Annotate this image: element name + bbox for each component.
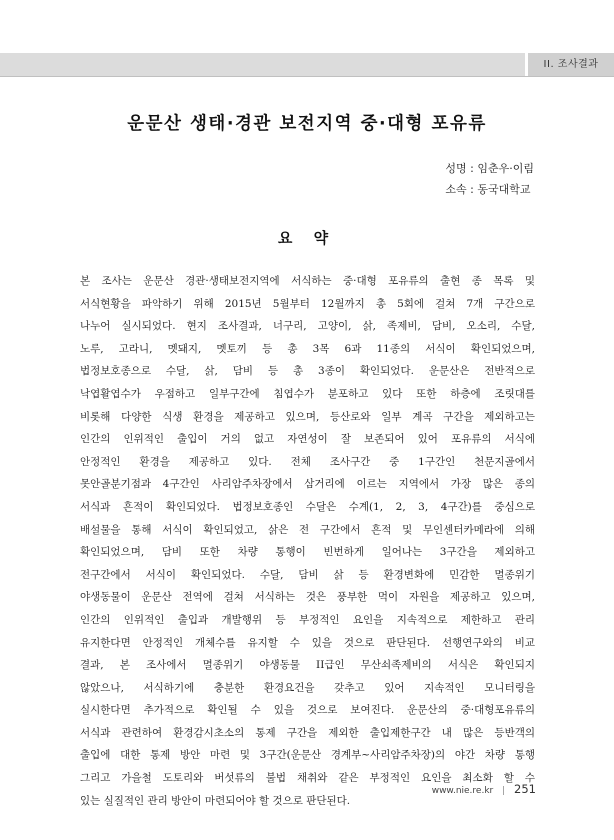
author-block bbox=[445, 158, 534, 200]
abstract-body bbox=[80, 270, 535, 812]
abstract-line: 않았으나, 서식하기에 충분한 환경요건을 갖추고 있어 지속적인 모니터링을 bbox=[80, 681, 535, 694]
abstract-line: 나누어 실시되었다. 현지 조사결과, 너구리, 고양이, 삵, 족제비, 담비, 오소리, 수달, bbox=[80, 320, 535, 333]
header-bar bbox=[0, 53, 614, 76]
abstract-line: 인간의 인위적인 출입이 거의 없고 자연성이 잘 보존되어 있어 포유류의 서식에 bbox=[80, 433, 535, 446]
abstract-line: 인간의 인위적인 출입과 개발행위 등 부정적인 요인을 지속적으로 제한하고 관리 bbox=[80, 613, 535, 626]
page-footer bbox=[432, 782, 536, 796]
page-title: 운문산 생태·경관 보전지역 중·대형 포유류 bbox=[127, 114, 487, 134]
section-label: II. 조사결과 bbox=[525, 53, 614, 76]
abstract-heading: 요 약 bbox=[277, 229, 337, 247]
abstract-line: 비롯해 다양한 식생 환경을 제공하고 있으며, 등산로와 일부 계곡 구간을 제외하고는 bbox=[80, 410, 535, 423]
abstract-line: 본 조사는 운문산 경관·생태보전지역에 서식하는 중·대형 포유류의 출현 종 목록 및 bbox=[80, 275, 535, 287]
footer-separator: | bbox=[502, 786, 506, 796]
abstract-line: 실시한다면 추가적으로 확인될 수 있을 것으로 보여진다. 운문산의 중·대형포유류의 bbox=[80, 704, 535, 717]
abstract-line: 유지한다면 안정적인 개체수를 유지할 수 있을 것으로 판단된다. 선행연구와의 비교 bbox=[80, 636, 535, 649]
abstract-line: 야생동물이 운문산 전역에 걸쳐 서식하는 것은 풍부한 먹이 자원을 제공하고 있으며, bbox=[80, 591, 535, 604]
abstract-line: 결과, 본 조사에서 멸종위기 야생동물 II급인 무산쇠족제비의 서식은 확인되지 bbox=[80, 659, 535, 672]
abstract-line: 있는 실질적인 관리 방안이 마련되어야 할 것으로 판단된다. bbox=[80, 794, 351, 807]
abstract-line: 그리고 가을철 도토리와 버섯류의 불법 채취와 같은 부정적인 요인을 최소화 할 수 bbox=[80, 772, 535, 785]
abstract-line: 배설물을 통해 서식이 확인되었고, 삵은 전 구간에서 흔적 및 무인센터카메라에 의해 bbox=[80, 523, 535, 536]
author-name: 성명 : 임춘우·이림 bbox=[445, 162, 534, 175]
abstract-line: 확인되었으며, 담비 또한 차량 통행이 빈번하게 일어나는 3구간을 제외하고 bbox=[80, 546, 535, 559]
abstract-line: 서식현황을 파악하기 위해 2015년 5월부터 12월까지 총 5회에 걸쳐 7개 구간으로 bbox=[80, 297, 535, 310]
abstract-line: 법정보호종으로 수달, 삵, 담비 등 총 3종이 확인되었다. 운문산은 전반적으로 bbox=[80, 365, 535, 378]
abstract-line: 노루, 고라니, 멧돼지, 멧토끼 등 총 3목 6과 11종의 서식이 확인되었으며, bbox=[80, 342, 535, 355]
author-affiliation: 소속 : 동국대학교 bbox=[445, 183, 531, 196]
abstract-line: 낙엽활엽수가 우점하고 일부구간에 침엽수가 분포하고 있다 또한 하층에 조릿대를 bbox=[80, 387, 535, 400]
abstract-line: 서식과 관련하여 환경감시초소의 통제 구간을 제외한 출입제한구간 내 많은 등반객의 bbox=[80, 726, 535, 739]
header-divider bbox=[0, 76, 614, 77]
abstract-line: 출입에 대한 통제 방안 마련 및 3구간(운문산 경계부~사리암주차장)의 야간 차량 통행 bbox=[80, 749, 535, 762]
footer-website: www.nie.re.kr bbox=[431, 786, 494, 796]
abstract-line: 안정적인 환경을 제공하고 있다. 전체 조사구간 중 1구간인 천문지골에서 bbox=[80, 455, 535, 468]
page-number: 251 bbox=[514, 782, 536, 796]
abstract-line: 못안골분기점과 4구간인 사리암주차장에서 삼거리에 이르는 지역에서 가장 많은 종의 bbox=[80, 478, 535, 491]
abstract-line: 서식과 흔적이 확인되었다. 법정보호종인 수달은 수계(1, 2, 3, 4구간)를 중심으로 bbox=[80, 500, 535, 513]
abstract-line: 전구간에서 서식이 확인되었다. 수달, 담비 삵 등 환경변화에 민감한 멸종위기 bbox=[80, 568, 535, 581]
